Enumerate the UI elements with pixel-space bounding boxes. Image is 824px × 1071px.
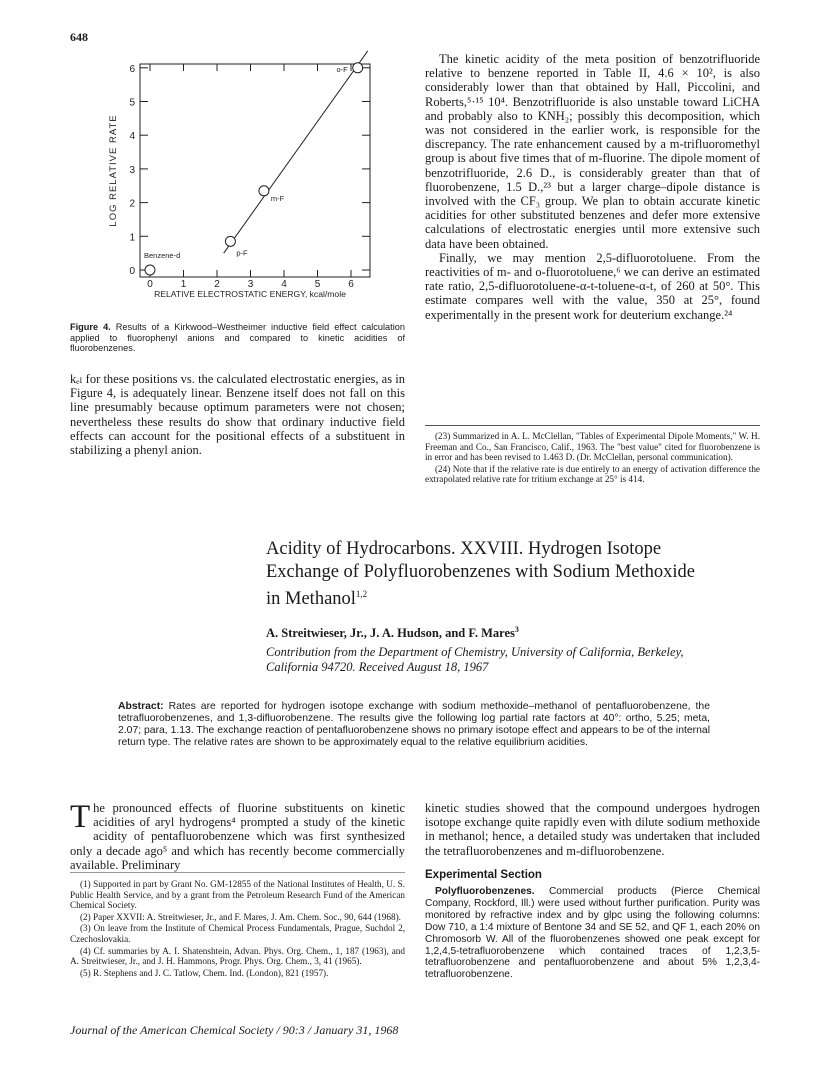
drop-cap: T <box>70 799 91 835</box>
footnote-rule-top <box>425 425 760 426</box>
data-point <box>225 236 235 246</box>
x-tick-label: 0 <box>147 279 153 290</box>
title-line-3: in Methanol <box>266 589 356 610</box>
intro-text-right: kinetic studies showed that the compound undergoes hydrogen isotope exchange quite rapidly even with dilute sodium methoxide in methanol; hence, a detailed study was undertaken that included the tetrafluorobenzenes and m-difluorobenzene. <box>425 801 760 858</box>
right-paragraph-1: The kinetic acidity of the meta position of benzotrifluoride relative to benzene reported in Table II, 4.6 × 10², is also considerably lower than that obtained by Hall, Piccolini, and Roberts,⁵·¹⁵ 10⁴. Benzotrifluoride is also unstable toward LiCHA and probably also to KNH₂; possibly this decomposition, which was not considered in the earlier work, is responsible for the discrepancy. The rate enhancement caused by a m-trifluoromethyl group is about five times that of m-fluorine. The dipole moment of benzotrifluoride, 2.6 D., is considerably greater than that of fluorobenzene, 1.5 D.,²³ but a larger charge–dipole distance is involved with the CF₃ group. We plan to obtain accurate kinetic acidities for other substituted benzenes and defer more extensive calculations of electrostatic energies until more extensive such data have been obtained. <box>425 52 760 251</box>
experimental-label: Polyfluorobenzenes. <box>435 886 535 898</box>
y-axis-label: LOG RELATIVE RATE <box>108 114 119 227</box>
footnotes-top <box>425 431 760 486</box>
abstract-text: Rates are reported for hydrogen isotope exchange with sodium methoxide–methanol of pentafluorobenzene, the tetrafluorobenzenes, and 1,3-difluorobenzene. The results give the following log partial rate factors at 40°: ortho, 5.25; meta, 2.07; para, 1.13. The exchange reaction of pentafluorobenzene shows no primary isotope effect and appears to be of the internal return type. The relative rates are shown to be approximately equal to the relative equilibrium acidities. <box>118 701 710 748</box>
footnote-rule-bottom <box>70 872 405 873</box>
y-tick-label: 0 <box>129 266 135 277</box>
x-tick-label: 6 <box>348 279 354 290</box>
abstract <box>118 701 710 749</box>
point-label: o-F <box>336 64 348 74</box>
experimental-text: Commercial products (Pierce Chemical Company, Rockford, Ill.) were used without further purification. Purity was monitored by refractive index and by glpc using the following columns: Dow 710, a 1:4 mixture of Bentone 34 and SE 52, and QF 1, each 20% on Chromosorb W. All of the fluorobenzenes showed one peak except for 1,2,4,5-tetrafluorobenzene which contained traces of 1,2,3,5-tetrafluorobenzene and pentafluorobenzene and about 5% 1,2,3,4-tetrafluorobenzene. <box>425 886 760 981</box>
footnote-23: (23) Summarized in A. L. McClellan, "Tables of Experimental Dipole Moments," W. H. Freeman and Co., San Francisco, Calif., 1963. The "best value" cited for fluorobenzene is in error and has been revised to 1.463 D. (Dr. McClellan, personal communication). <box>425 431 760 463</box>
y-tick-label: 2 <box>129 198 135 210</box>
intro-paragraph <box>70 801 405 872</box>
authors <box>266 625 519 641</box>
right-column-text <box>425 52 760 322</box>
y-tick-label: 6 <box>129 63 135 75</box>
figure-caption-label: Figure 4. <box>70 322 111 332</box>
y-tick-label: 1 <box>129 232 135 244</box>
author-superscript: 3 <box>514 625 519 634</box>
x-tick-label: 5 <box>314 279 321 290</box>
footnote-2: (2) Paper XXVII: A. Streitwieser, Jr., and F. Mares, J. Am. Chem. Soc., 90, 644 (1968). <box>80 911 401 922</box>
figure-caption-text: Results of a Kirkwood–Westheimer inductive field effect calculation applied to fluorophenyl anions and compared to kinetic acidities of fluorobenzenes. <box>70 322 405 354</box>
x-tick-label: 3 <box>247 279 254 290</box>
intro-right <box>425 801 760 981</box>
footnote-1: (1) Supported in part by Grant No. GM-12855 of the National Institutes of Health, U. S. Public Health Service, and by a grant from the Petroleum Research Fund of the American Chemical Society. <box>70 879 405 911</box>
page-number: 648 <box>70 30 88 44</box>
x-tick-label: 4 <box>281 279 287 290</box>
footnote-3: (3) On leave from the Institute of Chemical Process Fundamentals, Prague, Suchdol 2, Czechoslovakia. <box>70 923 405 944</box>
y-tick-label: 4 <box>129 131 135 143</box>
x-tick-label: 1 <box>180 279 187 290</box>
footnote-5: (5) R. Stephens and J. C. Tatlow, Chem. Ind. (London), 821 (1957). <box>80 967 329 978</box>
title-superscript: 1,2 <box>355 589 368 599</box>
data-point <box>145 265 155 275</box>
affiliation: Contribution from the Department of Chemistry, University of California, Berkeley, California 94720. Received August 18, 1967 <box>266 645 684 674</box>
data-point <box>353 63 363 73</box>
title-line-2: Exchange of Polyfluorobenzenes with Sodium Methoxide <box>266 561 696 582</box>
y-tick-label: 5 <box>129 97 135 109</box>
point-label: Benzene-d <box>144 251 181 260</box>
fit-line <box>224 51 368 253</box>
data-point <box>259 186 269 196</box>
figure-caption <box>70 322 405 354</box>
title-line-1: Acidity of Hydrocarbons. XXVIII. Hydrogen Isotope <box>266 539 662 559</box>
experimental-section-heading: Experimental Section <box>425 868 542 881</box>
abstract-label: Abstract: <box>118 701 164 712</box>
point-label: m-F <box>270 193 285 203</box>
x-tick-label: 2 <box>214 279 220 290</box>
x-axis-label: RELATIVE ELECTROSTATIC ENERGY, kcal/mole <box>154 289 346 299</box>
point-label: p-F <box>236 248 248 258</box>
footnote-4: (4) Cf. summaries by A. I. Shatenshtein, Advan. Phys. Org. Chem., 1, 187 (1963), and A. Streitwieser, Jr., and J. H. Hammons, Progr. Phys. Org. Chem., 3, 41 (1965). <box>70 945 405 967</box>
intro-left <box>70 801 405 872</box>
author-list: A. Streitwieser, Jr., J. A. Hudson, and F. Mares <box>266 626 515 641</box>
footnotes-bottom <box>70 879 405 979</box>
experimental-paragraph <box>425 886 760 981</box>
figure-4-chart <box>70 50 410 320</box>
left-paragraph: kₑₗ for these positions vs. the calculated electrostatic energies, as in Figure 4, is adequately linear. Benzene itself does not fall on this line presumably because optimum parameters were not chosen; nevertheless these results do show that ordinary inductive field effects can account for the positional effects of a substituent in stabilizing a phenyl anion. <box>70 372 405 458</box>
left-column-text <box>70 372 405 457</box>
article-title <box>266 538 786 611</box>
footnote-24: (24) Note that if the relative rate is due entirely to an energy of activation difference the extrapolated relative rate for tritium exchange at 25° is 414. <box>425 463 760 485</box>
y-tick-label: 3 <box>129 164 135 176</box>
right-paragraph-2: Finally, we may mention 2,5-difluorotoluene. From the reactivities of m- and o-fluorotoluene,⁶ we can derive an estimated rate ratio, 2,5-difluorotoluene-α-t-toluene-α-t, of 260 at 50°. This estimate compares well with the value, 350 at 25°, found experimentally in the present work for deuterium exchange.²⁴ <box>425 250 760 322</box>
intro-text: he pronounced effects of fluorine substituents on kinetic acidities of aryl hydrogens⁴ prompted a study of the kinetic acidity of pentafluorobenzene which was first synthesized only a decade ago⁵ and which has recently become commercially available. Preliminary <box>70 801 405 872</box>
journal-footer: Journal of the American Chemical Society / 90:3 / January 31, 1968 <box>70 1023 399 1037</box>
